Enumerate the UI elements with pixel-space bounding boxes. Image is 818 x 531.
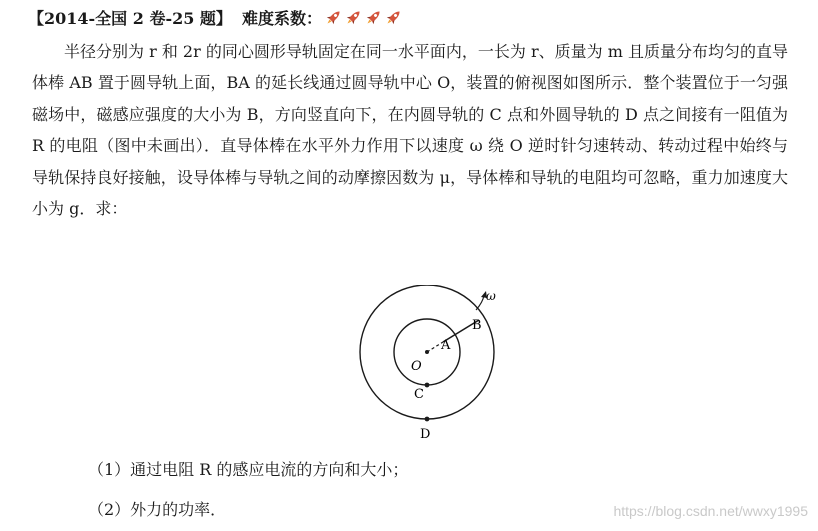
difficulty-rating: [324, 8, 403, 27]
question-1: （1）通过电阻 R 的感应电流的方向和大小；: [88, 460, 409, 479]
label-o: O: [411, 359, 422, 374]
rocket-icon: [344, 8, 363, 27]
problem-statement: 半径分别为 r 和 2r 的同心圆形导轨固定在同一水平面内，一长为 r、质量为 m 且质量分布均匀的直导体棒 AB 置于圆导轨上面，BA 的延长线通过圆导轨中心 O，装置的俯视图如图所示．整个装置位于一匀强磁场中，磁感应强度的大小为 B，方向竖直向下，在内圆导轨的 C 点和外圆导轨的 D 点之间接有一阻值为 R 的电阻（图中未画出）．直导体棒在水平外力作用下以速度 ω 绕 O 逆时针匀速转动、转动过程中始终与导轨保持良好接触，设导体棒与导轨之间的动摩擦因数为 μ，导体棒和导轨的电阻均可忽略，重力加速度大小为 g．求：: [32, 42, 788, 219]
rocket-icon: [324, 8, 343, 27]
question-2: （2）外力的功率．: [88, 500, 227, 519]
point-c: [425, 383, 430, 388]
label-omega: ω: [486, 289, 496, 303]
watermark: https://blog.csdn.net/wwxy1995: [613, 503, 808, 519]
label-d: D: [420, 427, 431, 442]
rail-diagram: [355, 285, 505, 445]
point-d: [425, 417, 430, 422]
center-point-o: [425, 350, 429, 354]
rocket-icon: [384, 8, 403, 27]
difficulty-label: 难度系数：: [241, 8, 322, 28]
problem-source: 【2014-全国 2 卷-25 题】: [28, 8, 232, 28]
rocket-icon: [364, 8, 383, 27]
problem-header: [28, 4, 403, 30]
label-a: A: [441, 338, 451, 353]
label-c: C: [414, 387, 424, 402]
label-b: B: [472, 318, 482, 333]
